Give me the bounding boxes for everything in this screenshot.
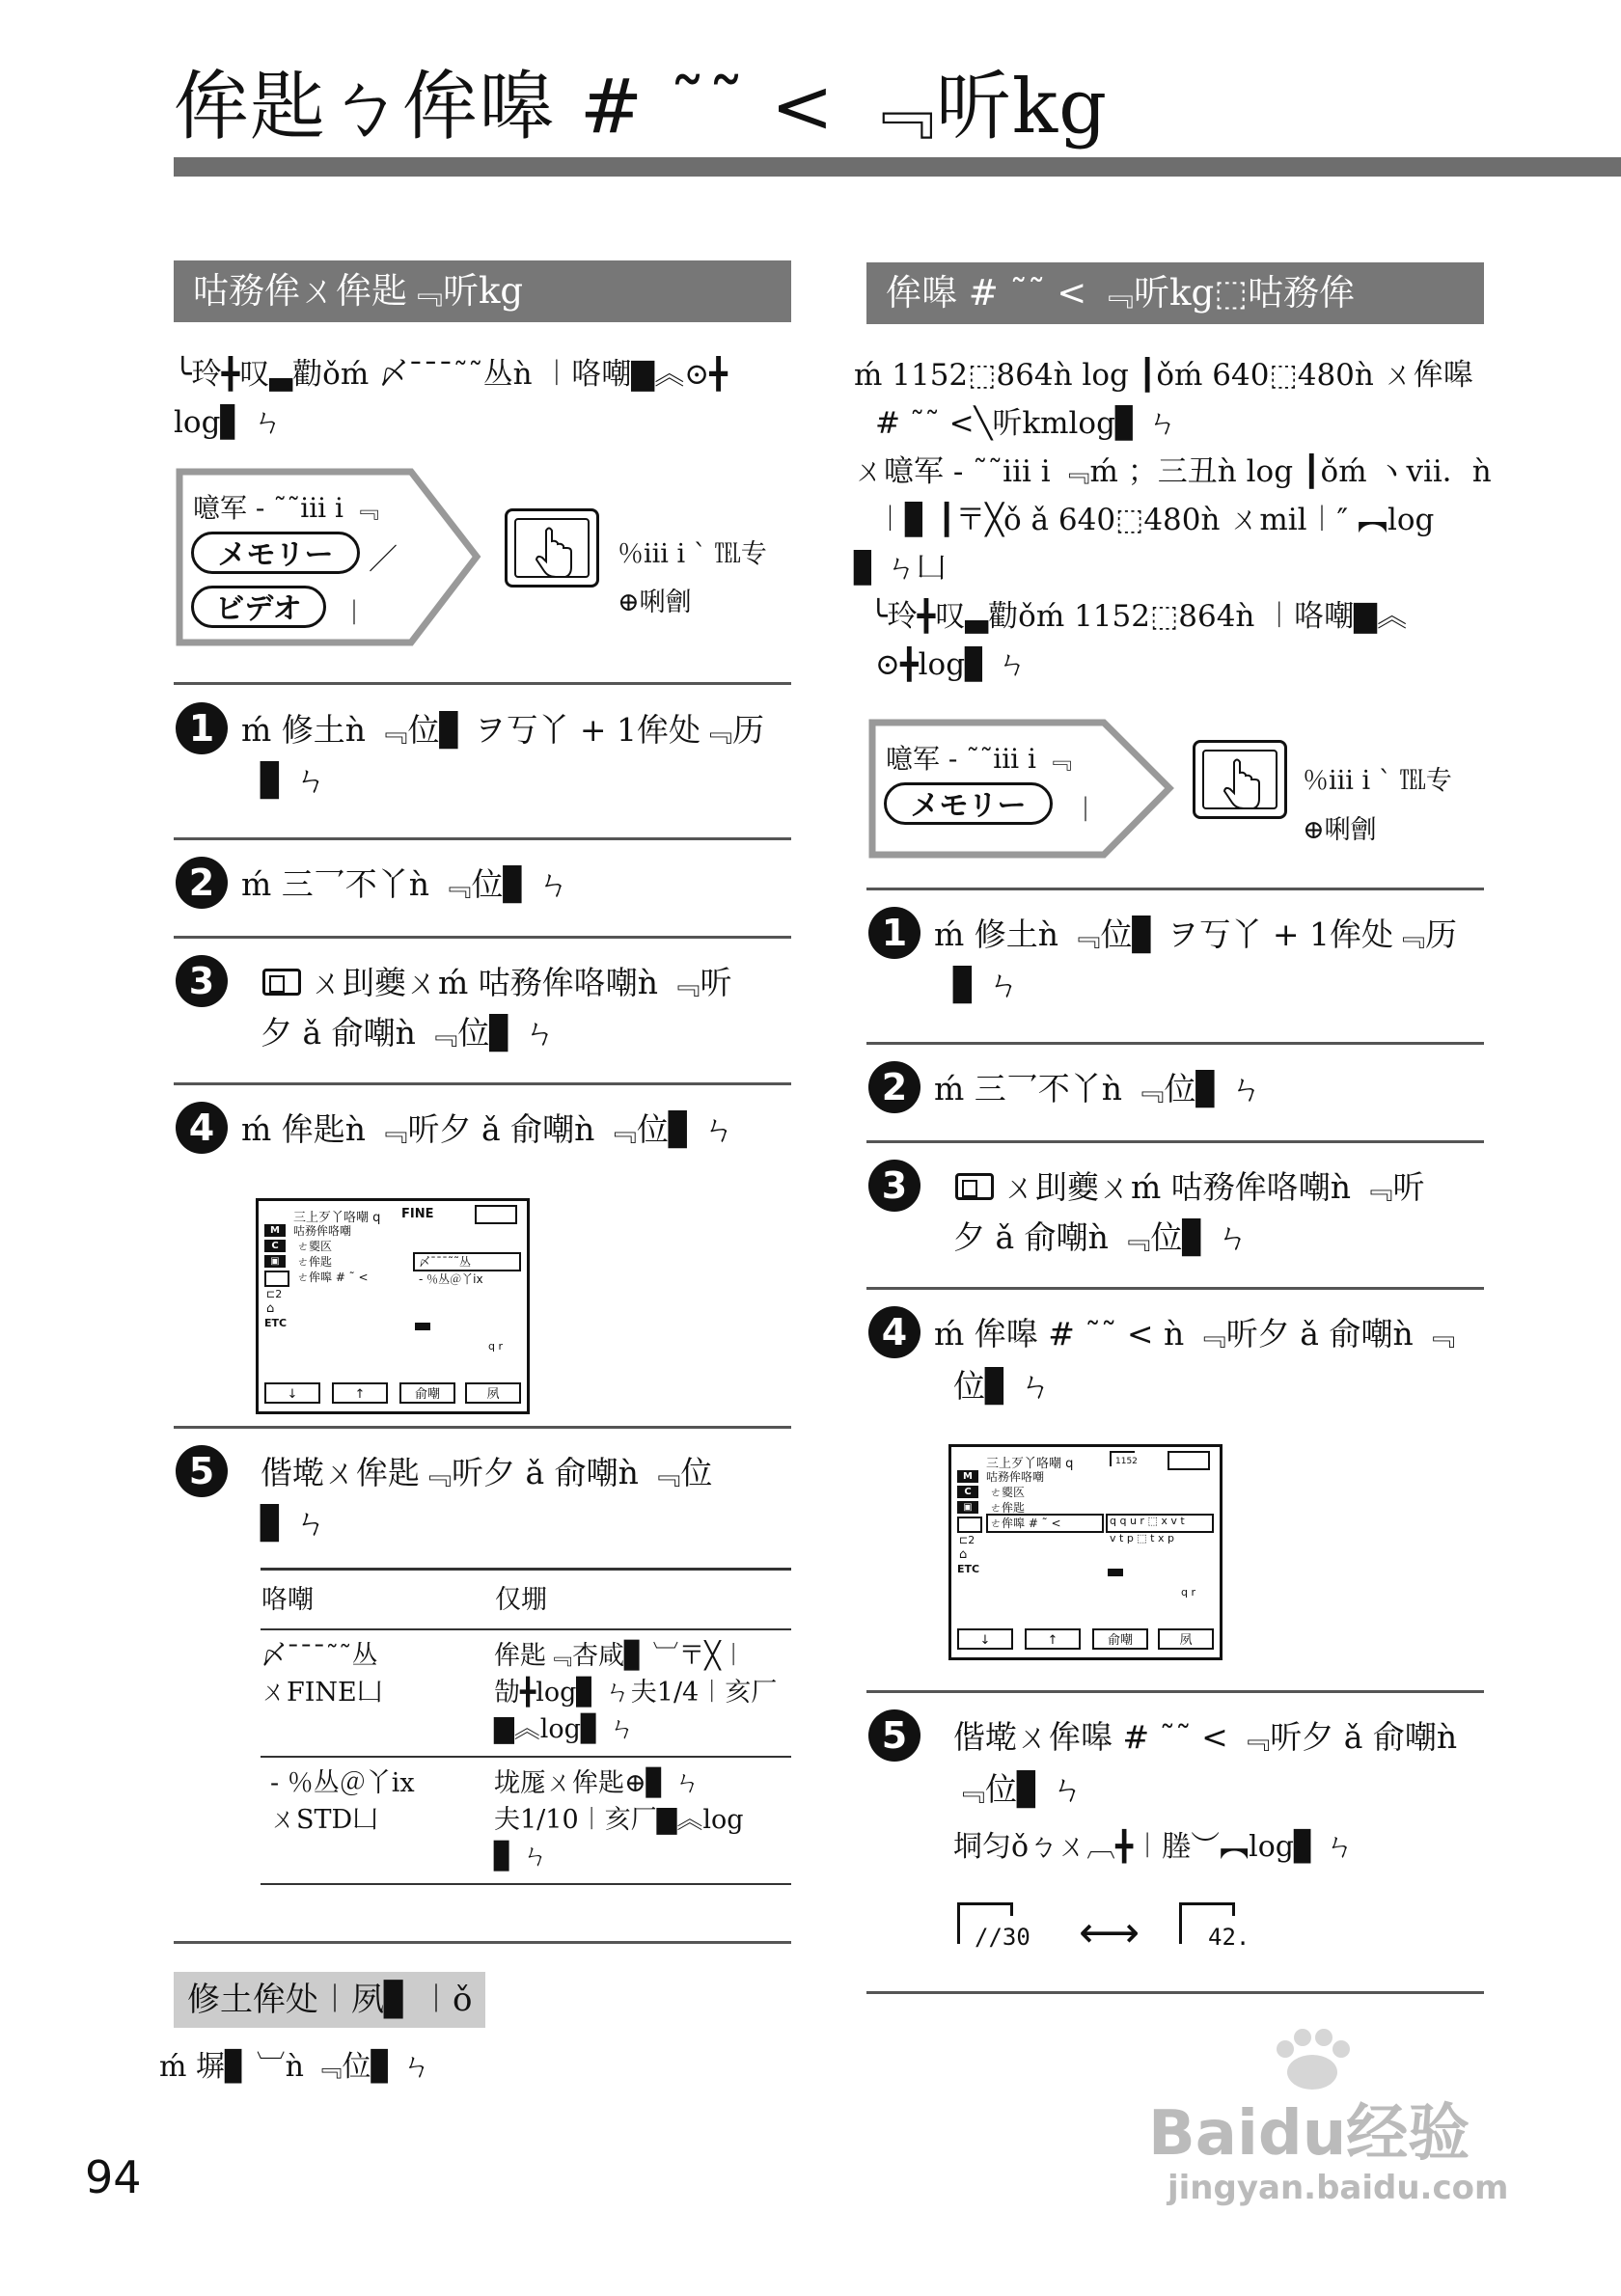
step-text: ḿ 三乛不丫ǹ ﹃位▊ ㄣ bbox=[934, 1070, 1263, 1107]
playback-menu-icon: ▣ bbox=[264, 1255, 286, 1268]
screen-back-button[interactable]: 夙 bbox=[465, 1382, 521, 1404]
card-status-icon bbox=[1108, 1569, 1123, 1576]
screen-note: q r bbox=[1181, 1586, 1196, 1599]
tape-menu-icon: ⊏2 bbox=[266, 1288, 283, 1300]
touch-panel-icon bbox=[1193, 740, 1287, 819]
divider bbox=[866, 1991, 1484, 1994]
table-header-mode: 咯嘲 bbox=[261, 1585, 314, 1615]
step-number: 1 bbox=[868, 907, 920, 959]
left-mode-callout bbox=[176, 468, 484, 646]
screen-back-button[interactable]: 夙 bbox=[1158, 1628, 1214, 1650]
manual-menu-icon: M bbox=[264, 1224, 286, 1237]
table-cell-mode: - ％丛＠丫ix bbox=[270, 1768, 415, 1798]
right-intro-line: # ˜˜ <╲听kmlog▊ ㄣ bbox=[875, 406, 1178, 441]
step-number: 4 bbox=[176, 1102, 228, 1154]
screen-up-button[interactable]: ↑ bbox=[1025, 1628, 1081, 1650]
page-number: 94 bbox=[85, 2151, 142, 2203]
left-section-title: 咕務侔ㄨ侔匙﹃听kg bbox=[174, 260, 791, 322]
screen-down-button[interactable]: ↓ bbox=[957, 1628, 1013, 1650]
memory-menu-icon bbox=[264, 1271, 289, 1287]
divider bbox=[174, 837, 791, 840]
screen-row4: ㄜ侔嗥 # ˜ < bbox=[990, 1517, 1061, 1530]
table-row bbox=[261, 1629, 791, 1757]
memory-menu-icon bbox=[957, 1517, 982, 1533]
left-lcd-screen bbox=[256, 1198, 530, 1414]
table-cell-mode-code: ㄨFINE凵 bbox=[261, 1678, 383, 1708]
playback-menu-icon: ▣ bbox=[957, 1501, 978, 1514]
touch-panel-icon bbox=[505, 508, 599, 588]
divider bbox=[174, 1082, 791, 1085]
etc-label: ETC bbox=[957, 1563, 980, 1575]
step-text-note: 垌匀ǒㄅㄨ︹╋︱塍︶︻log▊ ㄣ bbox=[953, 1830, 1355, 1864]
camera-menu-icon: C bbox=[957, 1486, 978, 1498]
step-text-cont: ▊ ㄣ bbox=[953, 966, 1020, 1003]
table-header-desc: 仅堋 bbox=[495, 1585, 547, 1615]
step-number: 4 bbox=[868, 1306, 920, 1358]
screen-header: 三上歹丫咯嘲 q bbox=[986, 1457, 1074, 1471]
screen-row2: ㄜ夓匛 bbox=[990, 1486, 1026, 1499]
screen-ok-button[interactable]: 俞嘲 bbox=[399, 1382, 455, 1404]
step-text: 偕墘ㄨ侔嗥 # ˜˜ < ﹃听夕 ǎ 俞嘲ǹ bbox=[953, 1718, 1458, 1756]
step-text: 偕墘ㄨ侔匙﹃听夕 ǎ 俞嘲ǹ ﹃位 bbox=[261, 1454, 713, 1491]
step-number: 3 bbox=[868, 1160, 920, 1212]
screen-row3: ㄜ侔匙 bbox=[990, 1501, 1026, 1515]
right-intro-line: ︱▊ ┃〒╳ǒ ǎ 640⬚480ǹ ㄨmil︱″ ︻log bbox=[875, 503, 1435, 537]
step-number: 3 bbox=[176, 955, 228, 1007]
step-text: ḿ 侔嗥 # ˜˜ < ǹ ﹃听夕 ǎ 俞嘲ǹ ﹃ bbox=[934, 1315, 1456, 1353]
memory-card-icon bbox=[262, 969, 301, 996]
right-intro-line: ▊ ㄣ凵 bbox=[854, 551, 947, 586]
baidu-watermark-url: jingyan.baidu.com bbox=[1168, 2169, 1509, 2207]
table-top-rule bbox=[261, 1568, 791, 1571]
step-text-cont: 位▊ ㄣ bbox=[953, 1367, 1052, 1405]
right-intro-line: ╰玲╋叹▃勸ǒḿ 1152⬚864ǹ ︱咯嘲▇︽ bbox=[869, 599, 1408, 634]
screen-row3: ㄜ侔匙 bbox=[297, 1255, 333, 1269]
step-text: ḿ 三乛不丫ǹ ﹃位▊ ㄣ bbox=[241, 865, 570, 903]
callout-line1: 噫军 - ˜˜iii i ﹃ bbox=[886, 743, 1072, 775]
hand-pointer-icon bbox=[508, 511, 596, 585]
left-intro-line1: ╰玲╋叹▃勸ǒḿ 〆ˉˉˉ˜˜丛ǹ ︱咯嘲▇︽⊙╋ bbox=[174, 357, 728, 392]
right-intro bbox=[854, 351, 1491, 689]
screen-note: q r bbox=[488, 1340, 504, 1353]
screen-size: 1152 bbox=[1115, 1457, 1138, 1466]
screen-opt2[interactable]: v t p ⬚ t x p bbox=[1110, 1532, 1174, 1544]
screen-row2: ㄜ夓匛 bbox=[297, 1240, 333, 1253]
step-text-cont: ▊ ㄣ bbox=[261, 1504, 327, 1542]
divider bbox=[866, 1287, 1484, 1290]
divider bbox=[866, 888, 1484, 890]
right-section-title: 侔嗥 # ˜˜ < ﹃听kg⬚咕務侔 bbox=[866, 262, 1484, 324]
table-cell-desc: 侔匙﹃杏咸▊ ︺〒╳︱ bbox=[494, 1641, 747, 1671]
double-arrow-icon: ⟷ bbox=[1079, 1908, 1140, 1957]
table-cell-mode-code: ㄨSTD凵 bbox=[270, 1805, 379, 1835]
table-cell-desc: 夫1/10︱亥厂▇︽log bbox=[494, 1805, 744, 1835]
size-right-value: 42. bbox=[1208, 1924, 1250, 1951]
battery-icon bbox=[1168, 1451, 1210, 1470]
divider bbox=[174, 1941, 791, 1944]
step-number: 5 bbox=[176, 1445, 228, 1497]
right-intro-line: ㄨ噫军 - ˜˜iii i ﹃ḿ ；三丑ǹ log ┃ǒḿ ヽvii．ǹ bbox=[854, 454, 1492, 489]
step-number: 1 bbox=[176, 702, 228, 754]
memory-mode-pill[interactable]: メモリー bbox=[884, 782, 1053, 825]
etc-label: ETC bbox=[264, 1317, 288, 1329]
divider bbox=[866, 1042, 1484, 1045]
screen-quality: FINE bbox=[401, 1207, 434, 1221]
table-cell-desc: ▇︽log▊ ㄣ bbox=[494, 1714, 636, 1744]
tape-menu-icon: ⊏2 bbox=[959, 1534, 975, 1546]
hand-pointer-icon bbox=[1195, 743, 1284, 816]
screen-row1: 咕務侔咯嘲 bbox=[293, 1224, 352, 1238]
screen-opt1[interactable]: q q u r ⬚ x v t bbox=[1110, 1515, 1185, 1527]
page-title: 侔匙ㄅ侔嗥 # ˜˜ < ﹃听kg bbox=[174, 64, 1109, 150]
right-callout-side-line2: ⊕唎劊 bbox=[1303, 815, 1377, 845]
note-tag: 修土侔处︱夙▊ ︱ǒ bbox=[174, 1972, 485, 2028]
screen-opt2[interactable]: - ％丛＠丫ix bbox=[419, 1272, 483, 1286]
divider bbox=[174, 682, 791, 685]
title-rule bbox=[174, 157, 1621, 177]
step-text: ḿ 侔匙ǹ ﹃听夕 ǎ 俞嘲ǹ ﹃位▊ ㄣ bbox=[241, 1110, 735, 1148]
pill1-suffix: ／ bbox=[369, 543, 398, 577]
divider bbox=[866, 1690, 1484, 1693]
right-mode-callout bbox=[868, 719, 1177, 859]
right-intro-line: ⊙╋log▊ ㄣ bbox=[875, 647, 1028, 682]
setup-menu-icon: ⌂ bbox=[266, 1301, 275, 1316]
setup-menu-icon: ⌂ bbox=[959, 1547, 968, 1562]
step-text-cont: ﹃位▊ ㄣ bbox=[953, 1770, 1084, 1808]
screen-down-button[interactable]: ↓ bbox=[264, 1382, 320, 1404]
table-cell-desc: ▊ ㄣ bbox=[494, 1842, 549, 1872]
screen-up-button[interactable]: ↑ bbox=[332, 1382, 388, 1404]
video-mode-pill[interactable]: ビデオ bbox=[191, 586, 326, 628]
quality-table bbox=[261, 1572, 791, 1885]
step-text: ḿ 修土ǹ ﹃位▊ ヲ丂丫 + 1侔处﹃历 bbox=[241, 711, 765, 749]
callout-line1: 噫军 - ˜˜iii i ﹃ bbox=[193, 492, 379, 524]
screen-opt1[interactable]: 〆ˉˉˉ˜˜丛 bbox=[419, 1255, 472, 1269]
left-callout-side-line1: ％iii i ˋ ℡专 bbox=[618, 539, 767, 569]
step-text-cont: ▊ ㄣ bbox=[261, 761, 327, 799]
step-number: 5 bbox=[868, 1709, 920, 1762]
screen-row1: 咕務侔咯嘲 bbox=[986, 1470, 1045, 1484]
screen-ok-button[interactable]: 俞嘲 bbox=[1092, 1628, 1148, 1650]
step-number: 2 bbox=[868, 1061, 920, 1113]
pill1-suffix: ︱ bbox=[1071, 794, 1100, 828]
right-callout-side-line1: ％iii i ˋ ℡专 bbox=[1303, 766, 1452, 796]
divider bbox=[174, 1426, 791, 1429]
note-text: ḿ 塀▊ ︺ǹ ﹃位▊ ㄣ bbox=[159, 2050, 432, 2084]
right-lcd-screen bbox=[948, 1444, 1223, 1660]
manual-menu-icon: M bbox=[957, 1470, 978, 1483]
step-text-cont: 夕 ǎ 俞嘲ǹ ﹃位▊ ㄣ bbox=[953, 1218, 1250, 1256]
memory-card-icon bbox=[955, 1173, 994, 1200]
left-intro-line2: log▋ ㄣ bbox=[174, 405, 284, 440]
camera-menu-icon: C bbox=[264, 1240, 286, 1252]
pill2-suffix: ︱ bbox=[340, 597, 369, 631]
card-status-icon bbox=[415, 1323, 430, 1330]
step-text: ㄨ刞夔ㄨḿ 咕務侔咯嘲ǹ ﹃听 bbox=[1003, 1168, 1425, 1206]
table-cell-desc: 勂╋log▊ ㄣ夫1/4︱亥厂 bbox=[494, 1678, 778, 1708]
baidu-watermark: Baidu经验 bbox=[1148, 2098, 1470, 2170]
battery-icon bbox=[475, 1205, 517, 1224]
screen-header: 三上歹丫咯嘲 q bbox=[293, 1211, 381, 1225]
table-cell-desc: 垅厖ㄨ侔匙⊕▊ ㄣ bbox=[494, 1768, 701, 1798]
divider bbox=[866, 1140, 1484, 1143]
table-row bbox=[261, 1757, 791, 1884]
left-callout-side-line2: ⊕唎劊 bbox=[618, 588, 692, 617]
table-cell-mode: 〆ˉˉˉ˜˜丛 bbox=[261, 1641, 378, 1671]
right-intro-line: ḿ 1152⬚864ǹ log ┃ǒḿ 640⬚480ǹ ㄨ侔嗥 bbox=[854, 358, 1473, 393]
screen-row4: ㄜ侔嗥 # ˜ < bbox=[297, 1271, 369, 1284]
step-text: ㄨ刞夔ㄨḿ 咕務侔咯嘲ǹ ﹃听 bbox=[311, 964, 732, 1001]
memory-mode-pill[interactable]: メモリー bbox=[191, 532, 360, 574]
step-text-cont: 夕 ǎ 俞嘲ǹ ﹃位▊ ㄣ bbox=[261, 1014, 557, 1052]
size-left-value: //30 bbox=[975, 1924, 1030, 1951]
divider bbox=[174, 936, 791, 939]
step-number: 2 bbox=[176, 857, 228, 909]
step-text: ḿ 修土ǹ ﹃位▊ ヲ丂丫 + 1侔处﹃历 bbox=[934, 916, 1458, 953]
